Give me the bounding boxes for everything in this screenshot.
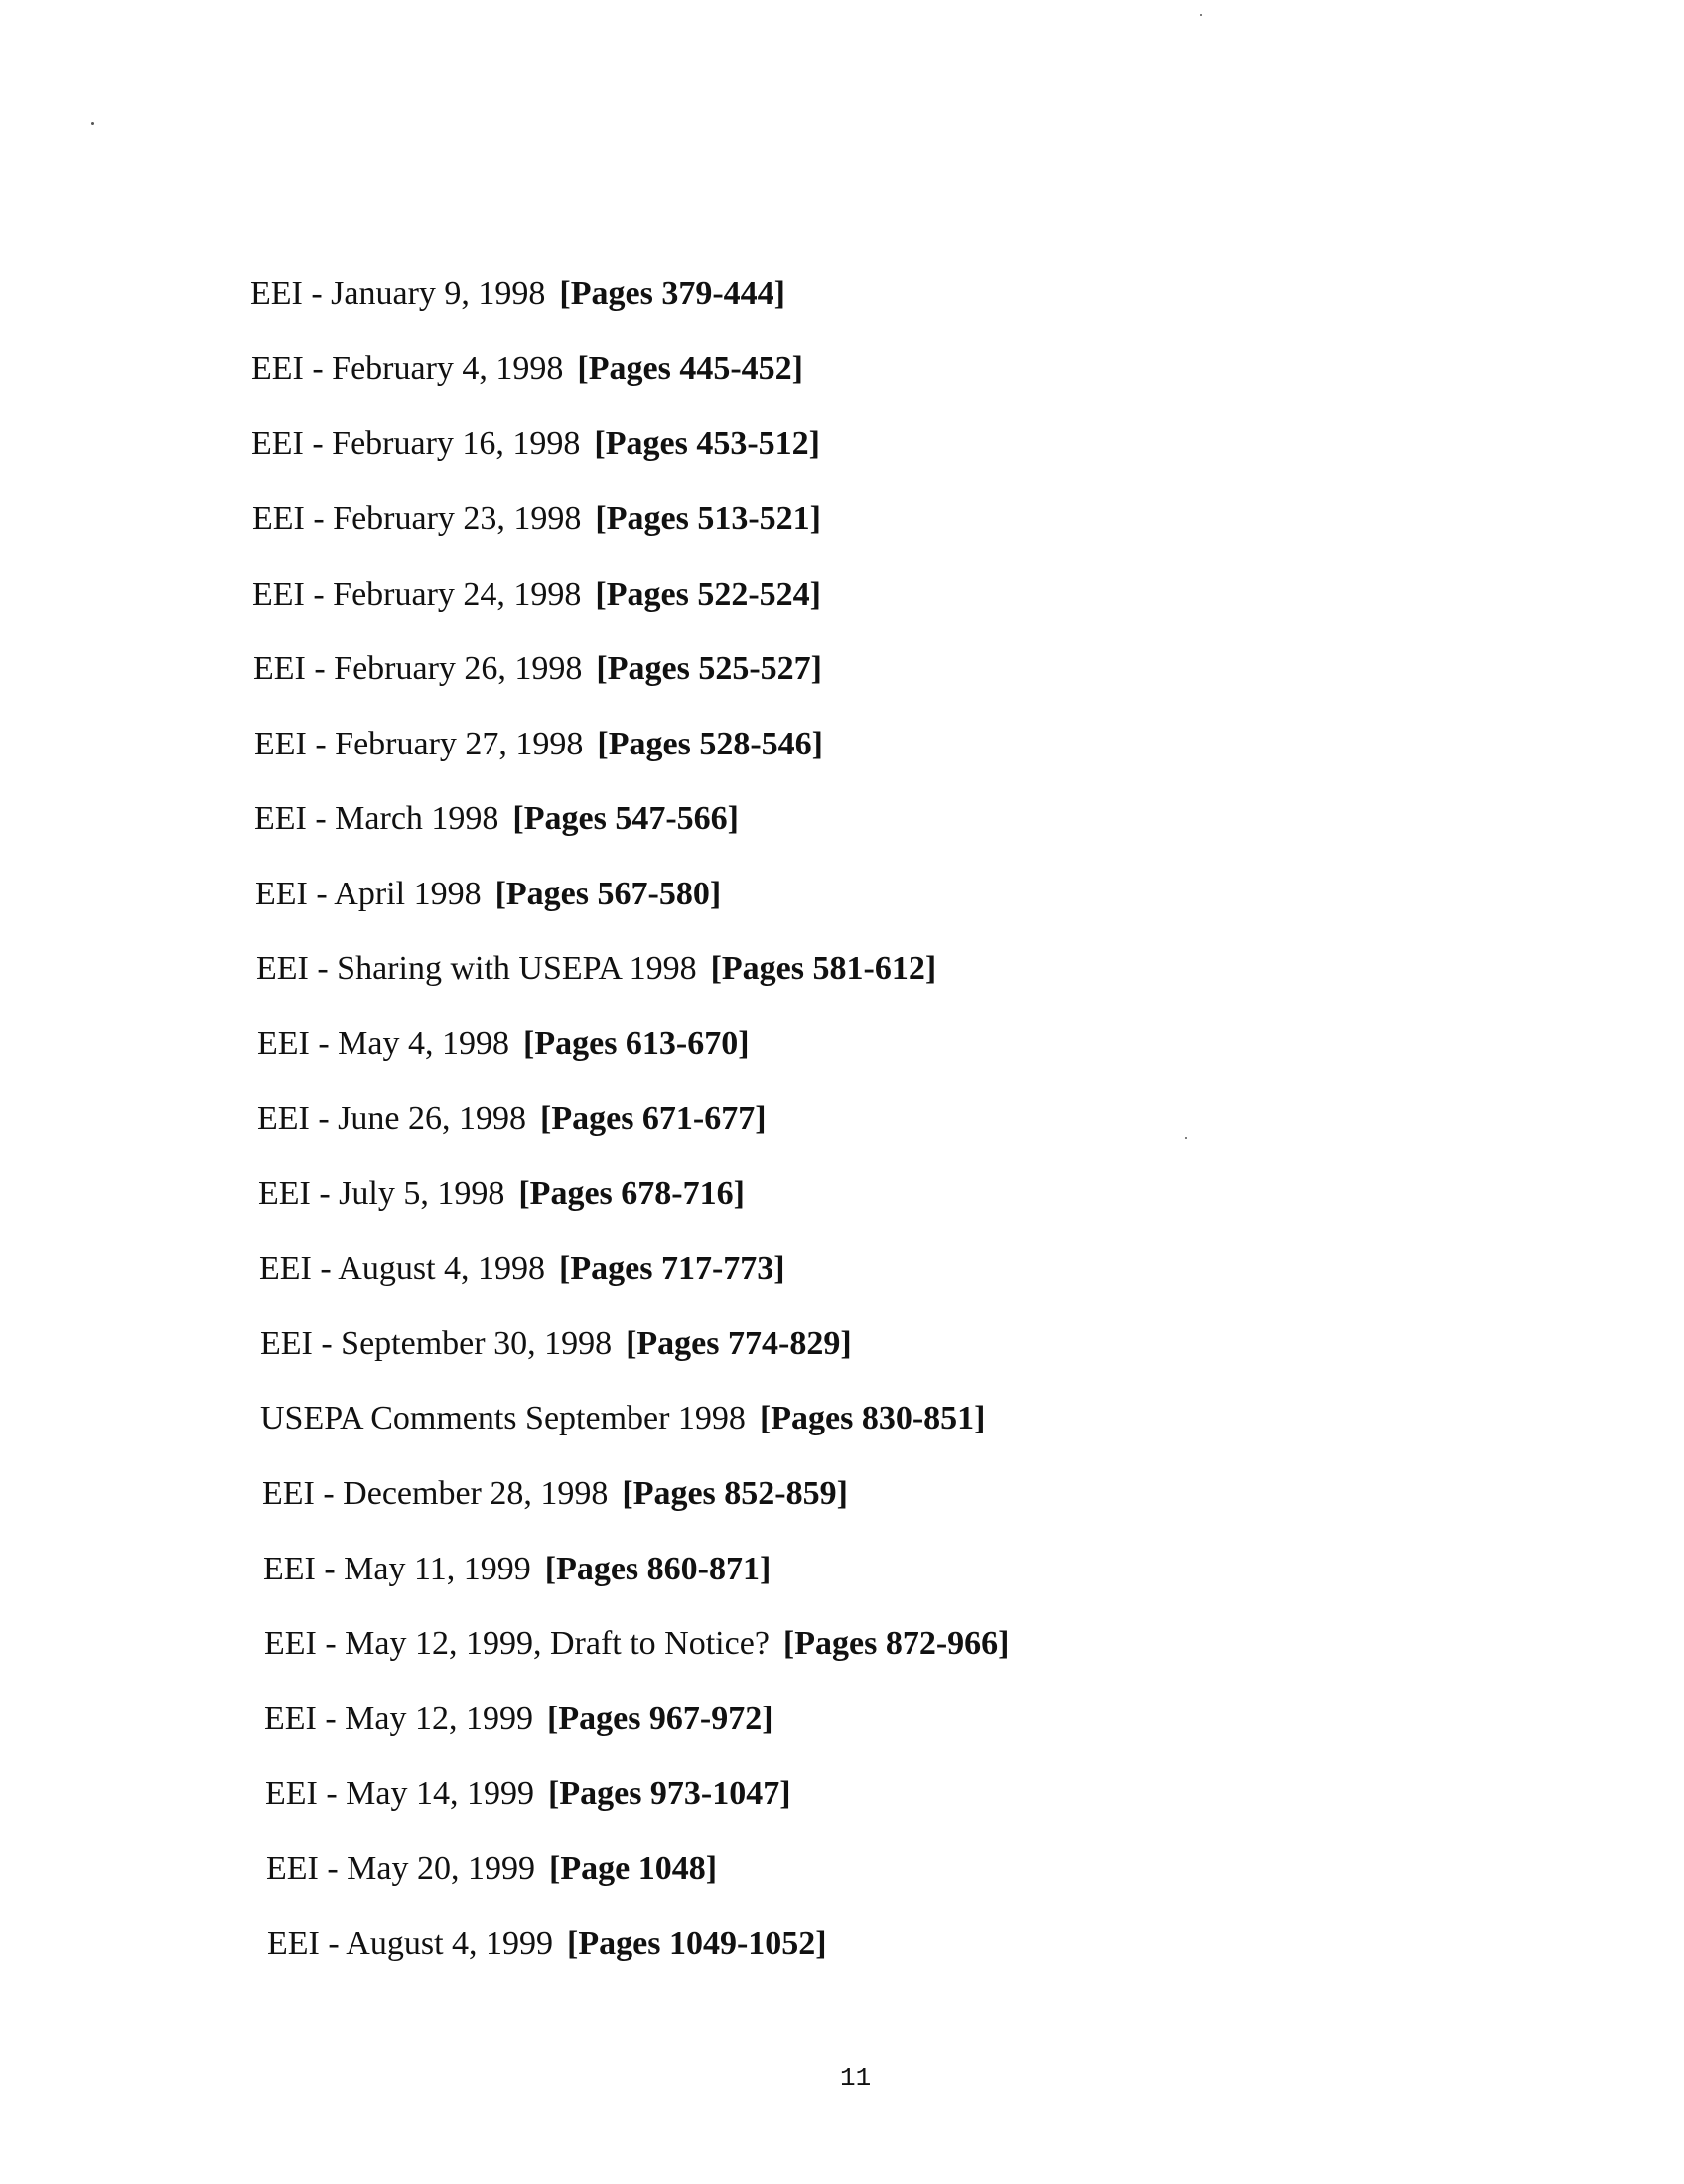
list-item [263,1550,771,1589]
entry-description: EEI - June 26, 1998 [257,1100,527,1137]
list-item [265,1774,791,1814]
list-item [251,349,803,389]
entry-page-range: [Pages 860-871] [544,1551,772,1587]
list-item [251,424,820,464]
list-item [256,949,936,989]
list-item [254,725,823,764]
entry-description: EEI - March 1998 [254,800,499,837]
entry-description: EEI - August 4, 1998 [259,1250,546,1287]
entry-page-range: [Pages 613-670] [523,1025,750,1062]
entry-description: EEI - August 4, 1999 [267,1925,554,1962]
list-item [255,875,721,914]
list-item [252,499,821,539]
entry-description: EEI - February 23, 1998 [252,500,582,537]
entry-page-range: [Pages 678-716] [518,1175,745,1212]
entry-page-range: [Pages 774-829] [626,1325,852,1362]
entry-page-range: [Pages 547-566] [512,800,739,837]
entry-description: EEI - January 9, 1998 [250,275,546,312]
list-item [264,1624,1009,1664]
list-item [266,1849,717,1889]
entry-page-range: [Pages 567-580] [494,876,722,912]
list-item [260,1324,852,1364]
entry-description: EEI - December 28, 1998 [262,1475,609,1512]
list-item [254,799,739,839]
entry-description: EEI - February 27, 1998 [254,726,584,762]
entry-page-range: [Pages 1049-1052] [567,1925,827,1962]
entry-description: EEI - May 12, 1999, Draft to Notice? [264,1625,770,1662]
entry-description: EEI - Sharing with USEPA 1998 [256,950,697,987]
list-item [259,1249,785,1289]
entry-description: EEI - May 11, 1999 [263,1551,531,1587]
scan-speck [1200,14,1202,16]
entry-page-range: [Pages 671-677] [540,1100,767,1137]
list-item [253,649,822,689]
entry-page-range: [Pages 872-966] [782,1625,1010,1662]
entry-page-range: [Pages 528-546] [597,726,823,762]
entry-page-range: [Pages 513-521] [595,500,821,537]
entry-description: EEI - February 16, 1998 [251,425,581,462]
entry-page-range: [Page 1048] [549,1850,718,1887]
entry-description: EEI - May 4, 1998 [257,1025,510,1062]
entry-page-range: [Pages 581-612] [710,950,937,987]
list-item [252,575,821,614]
page-number: 11 [840,2063,872,2093]
entry-page-range: [Pages 830-851] [759,1400,986,1436]
entry-page-range: [Pages 525-527] [596,650,822,687]
entry-description: EEI - May 14, 1999 [265,1775,535,1812]
entry-description: EEI - May 20, 1999 [266,1850,536,1887]
entry-page-range: [Pages 453-512] [594,425,820,462]
scan-speck [1185,1137,1187,1139]
entry-page-range: [Pages 973-1047] [548,1775,791,1812]
entry-description: EEI - April 1998 [255,876,482,912]
entry-page-range: [Pages 967-972] [547,1701,773,1737]
list-item [262,1474,848,1514]
entry-page-range: [Pages 522-524] [595,576,821,613]
list-item [257,1024,750,1064]
entry-description: USEPA Comments September 1998 [260,1400,746,1436]
scan-speck [91,122,94,125]
entry-description: EEI - February 24, 1998 [252,576,582,613]
entry-page-range: [Pages 852-859] [622,1475,848,1512]
entry-description: EEI - September 30, 1998 [260,1325,613,1362]
list-item [250,274,785,314]
list-item [264,1700,773,1739]
entry-page-range: [Pages 717-773] [559,1250,785,1287]
list-item [257,1099,767,1139]
entry-description: EEI - February 26, 1998 [253,650,583,687]
entry-description: EEI - May 12, 1999 [264,1701,534,1737]
list-item [260,1399,986,1438]
entry-page-range: [Pages 445-452] [577,350,803,387]
entry-description: EEI - February 4, 1998 [251,350,564,387]
entry-page-range: [Pages 379-444] [559,275,785,312]
list-item [267,1924,827,1964]
entry-description: EEI - July 5, 1998 [258,1175,505,1212]
list-item [258,1174,745,1214]
